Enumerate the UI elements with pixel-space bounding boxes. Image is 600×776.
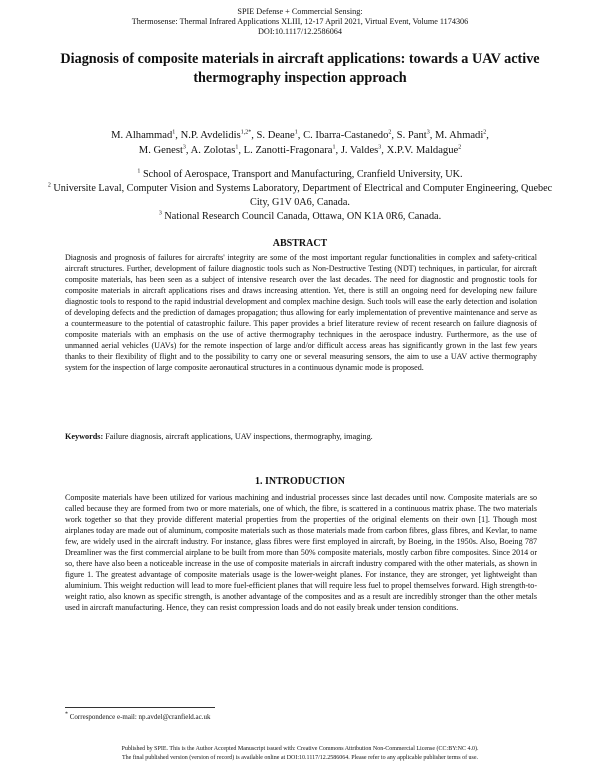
introduction-heading: 1. INTRODUCTION — [254, 476, 345, 487]
author: , J. Valdes$^3$ — [336, 145, 382, 156]
publisher-note-line-2: The final published version (version of record) is available online at DOI:10.1117/12.2586064. Please refer to any applicable publisher terms of use. — [121, 755, 479, 761]
affiliation-1: $^1$ School of Aerospace, Transport and Manufacturing, Cranfield University, UK. — [137, 168, 463, 180]
author-line-1: M. Alhammad$^1$, N.P. Avdelidis$^{1,2*}$, S. Deane$^1$, C. Ibarra-Castanedo$^2$, S. Pant$^3$, M. Ahmadi$^2$, — [40, 128, 560, 143]
introduction-body: Composite materials have been utilized for various machining and industrial processes since last decades until now. Composite materials are so called because they are formed from two or more materials, one of which, the fibre, is scattered in a continuous matrix phase. The two materials work together so that they provide different material properties from the properties of the original elements on their own [1]. Though most airplanes today are made out of aluminum, composite materials such as those materials made from carbon fibres, glass fibres, and Kevlar, to name few, are widely used in the aircraft industry. For instance, glass fibres were first employed in aircraft, by Boeing, in the 1950s. Also, Boeing 787 Dreamliner was the first commercial airplane to be built from more than 50% composite materials, mostly carbon fibre composites. Since 2014 or so, there have also been a noticeable increase in the use of composite materials in aircraft industry compared with the other materials, as shown in figure 1. The greatest advantage of composite materials usage is the lower-weight planes. For instance, they are stronger, yet lightweight than aluminium. This weight reduction will lead to more fuel-efficient planes that will require less fuel to propel themselves forward. High strength-to-weight ratio, also known as specific strength, is another advantage of the composites and as a result are incredibly stronger than the other metals used in aircraft manufacturing. Hence, they can resist compression loads and do not easily break under tension conditions. — [65, 493, 537, 612]
author: , X.P.V. Maldague$^2$ — [381, 145, 461, 156]
correspondence-footnote: * Correspondence e-mail: np.avdel@cranfield.ac.uk — [65, 711, 211, 721]
author: , M. Ahmadi$^2$ — [430, 130, 487, 141]
author-list — [40, 128, 560, 158]
abstract-heading: ABSTRACT — [272, 238, 328, 249]
header-line-1: SPIE Defense + Commercial Sensing: — [237, 7, 363, 16]
author: , S. Deane$^1$ — [251, 130, 298, 141]
author: , A. Zolotas$^1$ — [186, 145, 238, 156]
header-line-3: DOI:10.1117/12.2586064 — [258, 27, 342, 36]
conference-header — [0, 7, 600, 37]
publisher-note — [40, 745, 560, 763]
author: M. Alhammad$^1$ — [111, 129, 176, 141]
author: , S. Pant$^3$ — [391, 130, 429, 141]
author: M. Genest$^3$ — [138, 144, 186, 156]
footnote-divider — [65, 707, 215, 708]
paper-title: Diagnosis of composite materials in aircraft applications: towards a UAV active thermography inspection approach — [60, 51, 540, 86]
affiliation-list — [40, 168, 560, 224]
correspondence-email: Correspondence e-mail: np.avdel@cranfield.ac.uk — [69, 713, 211, 721]
author: , N.P. Avdelidis$^{1,2*}$ — [175, 130, 251, 141]
keywords-text: Failure diagnosis, aircraft applications, UAV inspections, thermography, imaging. — [105, 432, 373, 441]
author: , C. Ibarra-Castanedo$^2$ — [298, 130, 392, 141]
publisher-note-line-1: Published by SPIE. This is the Author Accepted Manuscript issued with: Creative Commons Attribution Non-Commercial License (CC:BY:NC 4.0). — [121, 746, 479, 752]
abstract-body: Diagnosis and prognosis of failures for aircrafts' integrity are some of the most important regular functionalities in complex and safety-critical aircraft structures. Further, development of failure diagnostic tools such as Non-Destructive Testing (NDT) techniques, in particular, for aircraft composite materials, has been seen as a subject of intensive research over the last decades. The need for diagnostic and prognostic tools for composite materials in aircraft applications rises and draws increasing attention. Yet, there is still an ongoing need for developing new failure diagnostic tools to respond to the rapid industrial development and complex machine design. Such tools will ease the early detection and isolation of developing defects and the prediction of damages propagation; thus allowing for early implementation of preventive maintenance and serve as a countermeasure to the potential of catastrophic failure. This paper provides a brief literature review of recent research on failure diagnosis of composite materials with an emphasis on the use of active thermography techniques in the aerospace industry. Furthermore, as the use of unmanned aerial vehicles (UAVs) for the remote inspection of large and/or difficult access areas has significantly grown in the last few years thanks to their flexibility of flight and to the possibility to carry one or several measuring sensors, the aim to use a UAV active thermography system for the inspection of large composite aeronautical structures in a continuous dynamic mode is proposed. — [65, 253, 537, 372]
author-line-2 — [40, 143, 560, 158]
affiliation-3: $^3$ National Research Council Canada, Ottawa, ON K1A 0R6, Canada. — [158, 210, 442, 222]
keywords — [65, 431, 537, 442]
header-line-2: Thermosense: Thermal Infrared Applications XLIII, 12-17 April 2021, Virtual Event, Volume 1174306 — [131, 17, 469, 26]
keywords-label: Keywords: — [65, 432, 104, 441]
affiliation-2: $^2$ Universite Laval, Computer Vision and Systems Laboratory, Department of Electrical and Computer Engineering, Quebec City, G1V 0A6, Canada. — [47, 182, 553, 208]
author: , L. Zanotti-Fragonara$^1$ — [238, 145, 335, 156]
